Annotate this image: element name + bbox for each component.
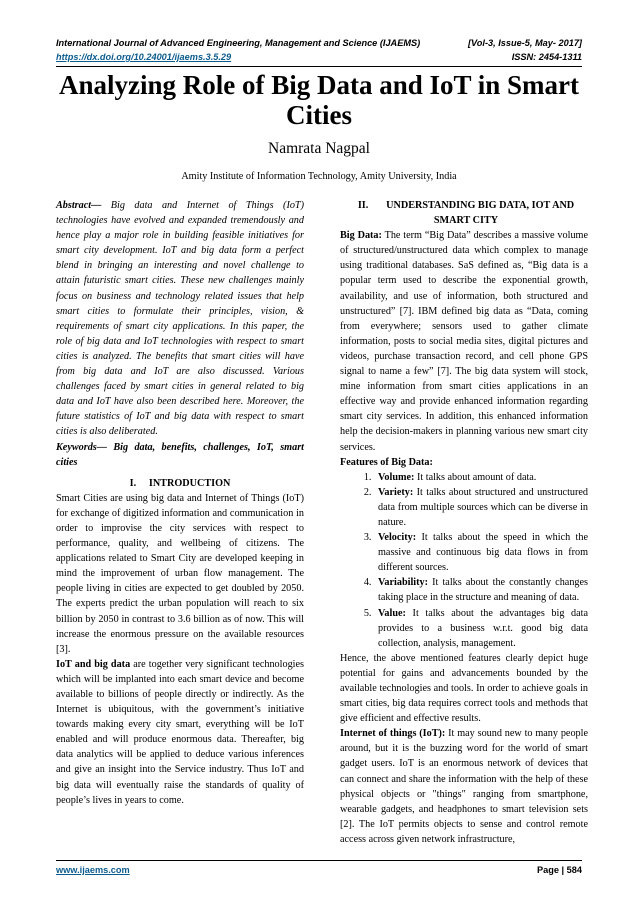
- feature-term: Value:: [378, 607, 406, 619]
- hence-paragraph: Hence, the above mentioned features clearly depict huge potential for gains and advancements bounded by the available technologies and tools. In order to achieve goals in smart cities, big data requires correct tools and methods that give efficient and effective results.: [340, 652, 588, 725]
- iot-lead: Internet of things (IoT):: [340, 728, 446, 740]
- volume-info: [Vol-3, Issue-5, May- 2017]: [467, 38, 582, 48]
- iot-text: It may sound new to many people around, but it is the buzzing word for the world of smart gadget users. IoT is an enormous network of devices that can connect and share the information with the help of these physical objects or "things" ranging from smartphone, wearable gadgets, and headphones to smart television sets [2]. The IoT permits objects to sense and control remote access across given network infrastructure,: [340, 728, 588, 845]
- intro-paragraph-1: Smart Cities are using big data and Internet of Things (IoT) for exchange of digitized information and communication in order to improvise the city services with respect to performance, quality, and wellbeing of citizens. The applications related to Smart City are developed keeping in mind the improvement of urban flow management. The people living in cities are expected to get doubled by 2050. The experts predict the urban population will reach to six billion by 2050 in contrast to 3.6 billion as of now. This will increase the enormous pressure on the available resources [3].: [56, 492, 304, 655]
- intro-paragraph-2: [56, 657, 304, 808]
- footer-rule: [56, 860, 582, 861]
- header-rule: [56, 66, 582, 67]
- abstract-text: Big data and Internet of Things (IoT) technologies have evolved and expanded tremendously and hence play a major role in building feasible initiatives for smart city development. IoT and big data form a perfect blend in bringing an interesting and novel challenge to attain futuristic smart cities. These new challenges mainly focus on business and technology related issues that help smart cities to formulate their principles, vision, & requirements of smart city applications. In this paper, the role of big data and IoT technologies with respect to smart cities is analyzed. The benefits that smart cities will have from big data and IoT are also discussed. Various challenges faced by smart cities in general related to big data and IoT have also been described here. Moreover, the future statistics of IoT and big data with respect to smart cities is also deliberated.: [56, 200, 304, 438]
- section-heading-understanding: II. UNDERSTANDING BIG DATA, IOT AND SMART CITY: [357, 200, 575, 227]
- keywords-text: Big data, benefits, challenges, IoT, smart cities: [56, 441, 304, 468]
- feature-desc: It talks about the speed in which the massive and continuous big data flows in from different sources.: [378, 532, 588, 574]
- site-link[interactable]: www.ijaems.com: [56, 865, 130, 875]
- bigdata-text: The term “Big Data” describes a massive volume of structured/unstructured data which complex to manage using traditional databases. SaS defined as, “Big data is a popular term used to describe the exponential growth, availability, and use of information, both structured and unstructured” [7]. IBM defined big data as “Data, coming from everywhere; sensors used to gather climate information, posts to social media sites, digital pictures and videos, purchase transaction record, and cell phone GPS signal to name a few” [7]. The big data system will stock, mine information from smart cities applications in an effective way and provide enhanced information regarding smart city services. In addition, this enhanced information help the decision-makers in planning various new smart city services.: [340, 230, 588, 453]
- feature-desc: It talks about amount of data.: [414, 471, 537, 483]
- features-heading: Features of Big Data:: [340, 456, 433, 468]
- feature-desc: It talks about the constantly changes taking place in the structure and meaning of data.: [378, 577, 588, 604]
- abstract: [56, 198, 304, 440]
- feature-term: Variability:: [378, 577, 428, 589]
- author-name: Namrata Nagpal: [268, 140, 370, 157]
- left-column: [56, 198, 304, 808]
- bigdata-paragraph: [340, 228, 588, 454]
- feature-term: Velocity:: [378, 532, 417, 544]
- features-list: [340, 470, 588, 651]
- paper-title: Analyzing Role of Big Data and IoT in Smart Cities: [58, 70, 580, 130]
- abstract-label: Abstract—: [56, 200, 102, 211]
- author-affiliation: Amity Institute of Information Technology, Amity University, India: [181, 171, 457, 182]
- list-item: [374, 606, 588, 651]
- doi-link[interactable]: https://dx.doi.org/10.24001/ijaems.3.5.29: [56, 52, 232, 62]
- feature-desc: It talks about the advantages big data provides to a business w.r.t. good big data collection, analysis, management.: [378, 607, 588, 649]
- list-item: [374, 575, 588, 605]
- page-number: Page | 584: [537, 865, 582, 875]
- section-heading-introduction: I. INTRODUCTION: [129, 477, 231, 489]
- feature-desc: It talks about structured and unstructured data from multiple sources which can be diverse in nature.: [378, 486, 588, 528]
- list-item: [374, 530, 588, 575]
- issn: ISSN: 2454-1311: [511, 52, 582, 62]
- right-column: [340, 198, 588, 847]
- list-item: [374, 485, 588, 530]
- journal-name: International Journal of Advanced Engineering, Management and Science (IJAEMS): [56, 38, 421, 48]
- intro-paragraph-2-lead: IoT and big data: [56, 658, 131, 670]
- intro-paragraph-2-text: are together very significant technologies which will be implanted into each smart device and become available to billions of people directly or indirectly. As the Internet is ubiquitous, with the government’s initiative towards making every city smart, everything will be IoT enabled and will produce enormous data. Thereafter, big data analytics will be applied to deduce various inferences and give an insight into the Service industry. Thus IoT and big data will eventually raise the standards of quality of people’s lives in years to come.: [56, 658, 304, 806]
- bigdata-lead: Big Data:: [340, 230, 382, 242]
- feature-term: Variety:: [378, 486, 414, 498]
- keywords: [56, 440, 304, 470]
- list-item: [374, 470, 588, 485]
- iot-paragraph: [340, 726, 588, 847]
- keywords-label: Keywords—: [56, 441, 107, 453]
- feature-term: Volume:: [378, 471, 415, 483]
